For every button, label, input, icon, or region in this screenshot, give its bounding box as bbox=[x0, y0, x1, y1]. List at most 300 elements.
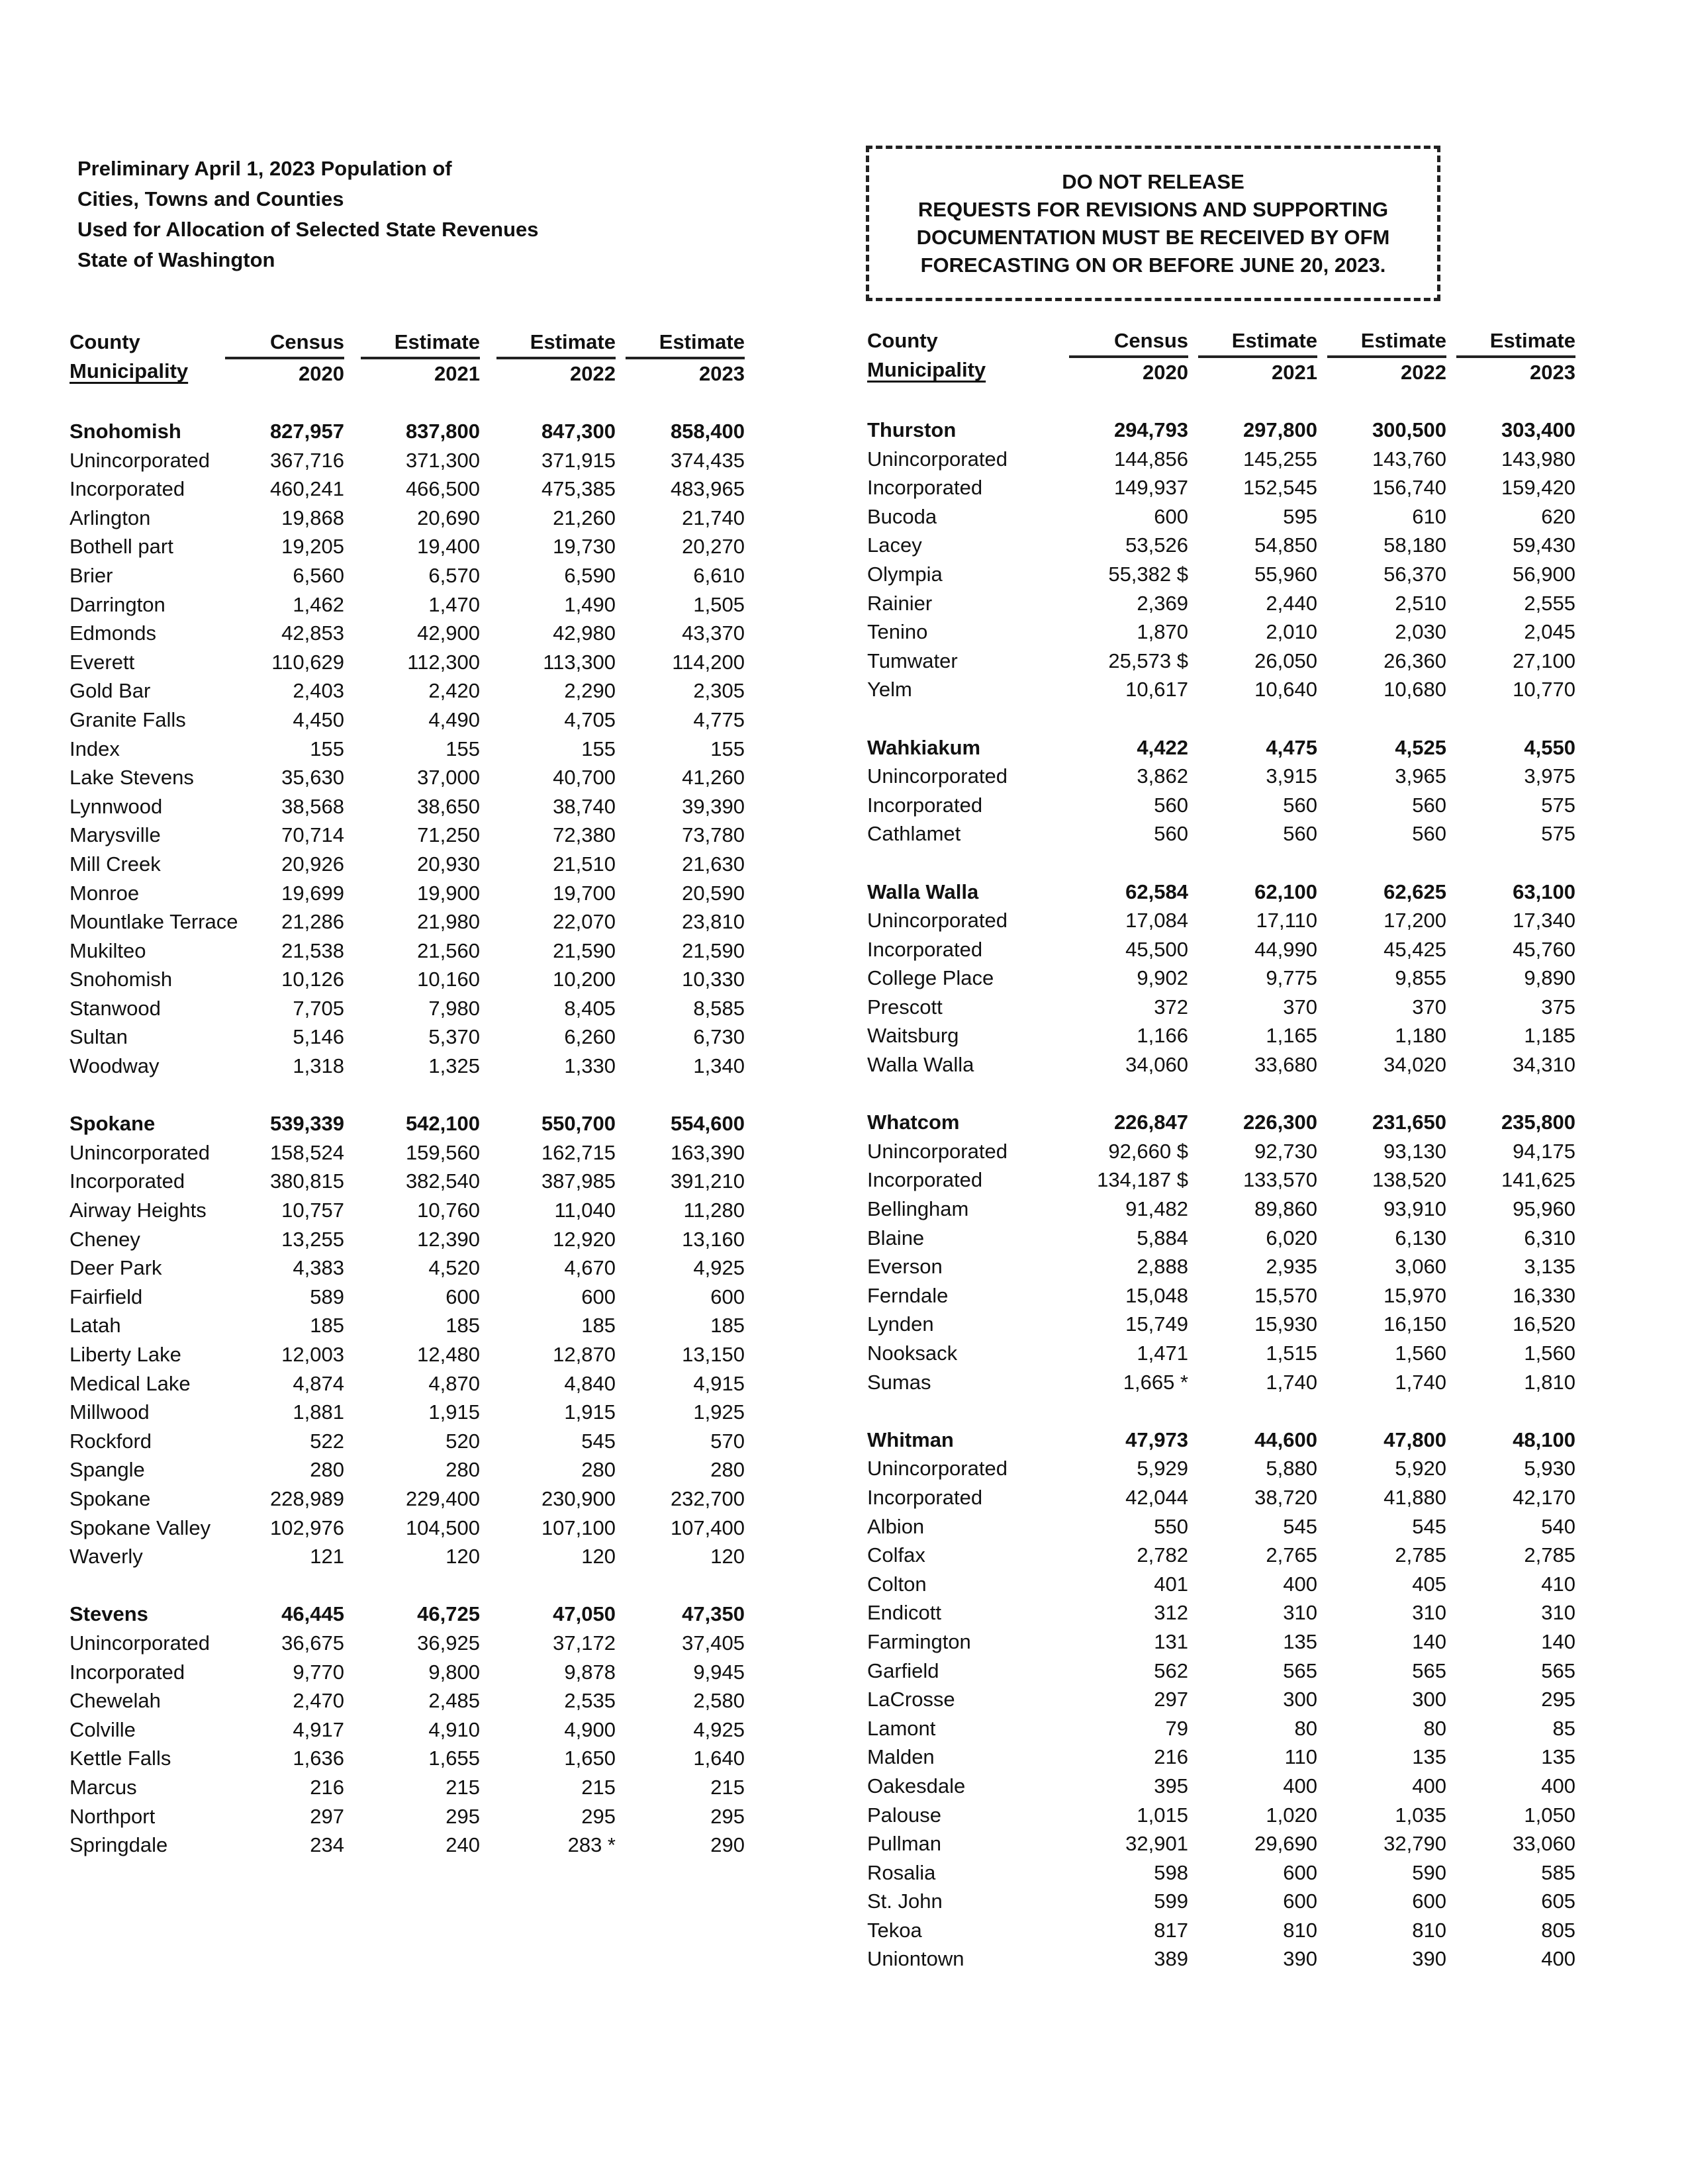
municipality-row bbox=[70, 648, 798, 677]
census-2020-value: 226,847 bbox=[1113, 1111, 1188, 1134]
municipality-name: Granite Falls bbox=[70, 707, 186, 731]
municipality-name: Tekoa bbox=[867, 1918, 922, 1942]
municipality-row bbox=[867, 1483, 1595, 1512]
municipality-row bbox=[70, 504, 798, 533]
census-2020-value: 599 bbox=[1154, 1889, 1188, 1913]
municipality-name: Rockford bbox=[70, 1429, 152, 1453]
estimate-2021-value: 9,775 bbox=[1266, 966, 1317, 990]
header-county-municipality: County Municipality bbox=[867, 329, 986, 381]
municipality-row bbox=[867, 1195, 1595, 1224]
county-spacer bbox=[867, 1396, 1595, 1426]
census-2020-value: 21,286 bbox=[281, 910, 344, 934]
census-2020-value: 79 bbox=[1165, 1716, 1188, 1740]
estimate-2022-value: 40,700 bbox=[553, 766, 616, 790]
municipality-name: Pullman bbox=[867, 1832, 941, 1856]
municipality-name: Uniontown bbox=[867, 1947, 964, 1971]
municipality-row bbox=[70, 1225, 798, 1254]
estimate-2021-value: 565 bbox=[1283, 1659, 1317, 1682]
municipality-name: Cathlamet bbox=[867, 822, 961, 846]
estimate-2021-value: 4,870 bbox=[428, 1371, 480, 1395]
estimate-2023-value: 33,060 bbox=[1513, 1832, 1575, 1856]
municipality-name: Ferndale bbox=[867, 1283, 949, 1307]
header-estimate-2022: Estimate 2022 bbox=[496, 328, 616, 388]
municipality-row bbox=[867, 762, 1595, 791]
header-county-municipality: County Municipality bbox=[70, 330, 189, 383]
census-2020-value: 20,926 bbox=[281, 852, 344, 876]
municipality-name: Waverly bbox=[70, 1545, 143, 1569]
estimate-2021-value: 62,100 bbox=[1254, 880, 1317, 903]
estimate-2022-value: 140 bbox=[1412, 1629, 1446, 1653]
estimate-2022-value: 4,705 bbox=[564, 707, 616, 731]
municipality-row bbox=[70, 1340, 798, 1369]
municipality-row bbox=[70, 994, 798, 1023]
estimate-2023-value: 215 bbox=[710, 1775, 745, 1799]
municipality-name: Malden bbox=[867, 1745, 935, 1769]
municipality-row bbox=[867, 1339, 1595, 1368]
census-2020-value: 15,749 bbox=[1125, 1312, 1188, 1336]
municipality-row bbox=[70, 475, 798, 504]
estimate-2021-value: 133,570 bbox=[1243, 1168, 1317, 1192]
municipality-name: Spangle bbox=[70, 1458, 145, 1482]
estimate-2023-value: 1,560 bbox=[1524, 1342, 1575, 1365]
municipality-row bbox=[70, 763, 798, 792]
estimate-2022-value: 5,920 bbox=[1395, 1457, 1446, 1480]
estimate-2021-value: 9,800 bbox=[428, 1660, 480, 1684]
municipality-name: Springdale bbox=[70, 1833, 168, 1857]
estimate-2021-value: 295 bbox=[445, 1804, 480, 1828]
municipality-name: Olympia bbox=[867, 562, 943, 586]
municipality-name: Mountlake Terrace bbox=[70, 910, 238, 934]
estimate-2023-value: 280 bbox=[710, 1458, 745, 1482]
estimate-2022-value: 10,680 bbox=[1383, 678, 1446, 702]
estimate-2021-value: 71,250 bbox=[417, 823, 480, 847]
municipality-name: Gold Bar bbox=[70, 679, 151, 703]
estimate-2022-value: 565 bbox=[1412, 1659, 1446, 1682]
municipality-row bbox=[70, 936, 798, 966]
estimate-2023-value: 39,390 bbox=[682, 794, 745, 818]
estimate-2021-value: 2,420 bbox=[428, 679, 480, 703]
county-spacer bbox=[70, 1081, 798, 1110]
estimate-2021-value: 19,900 bbox=[417, 881, 480, 905]
municipality-row bbox=[867, 791, 1595, 820]
estimate-2021-value: 46,725 bbox=[417, 1602, 480, 1626]
municipality-row bbox=[70, 1715, 798, 1745]
estimate-2023-value: 1,810 bbox=[1524, 1370, 1575, 1394]
estimate-2021-value: 560 bbox=[1283, 793, 1317, 817]
census-2020-value: 47,973 bbox=[1125, 1428, 1188, 1451]
census-2020-value: 149,937 bbox=[1113, 476, 1188, 500]
county-spacer bbox=[70, 1571, 798, 1600]
estimate-2023-value: 374,435 bbox=[670, 448, 745, 472]
estimate-2022-value: 58,180 bbox=[1383, 533, 1446, 557]
census-2020-value: 228,989 bbox=[269, 1486, 344, 1510]
estimate-2022-value: 400 bbox=[1412, 1774, 1446, 1797]
census-2020-value: 598 bbox=[1154, 1860, 1188, 1884]
estimate-2021-value: 400 bbox=[1283, 1774, 1317, 1797]
municipality-name: Incorporated bbox=[70, 1169, 185, 1193]
municipality-row bbox=[867, 647, 1595, 676]
estimate-2022-value: 387,985 bbox=[541, 1169, 616, 1193]
estimate-2021-value: 4,520 bbox=[428, 1256, 480, 1280]
estimate-2023-value: 232,700 bbox=[670, 1486, 745, 1510]
estimate-2022-value: 1,740 bbox=[1395, 1370, 1446, 1394]
census-2020-value: 53,526 bbox=[1125, 533, 1188, 557]
estimate-2021-value: 466,500 bbox=[405, 477, 480, 501]
municipality-name: Kettle Falls bbox=[70, 1747, 171, 1770]
estimate-2021-value: 15,570 bbox=[1254, 1283, 1317, 1307]
municipality-row bbox=[867, 560, 1595, 589]
municipality-name: Walla Walla bbox=[867, 1053, 974, 1077]
census-2020-value: 389 bbox=[1154, 1947, 1188, 1971]
county-name: Thurston bbox=[867, 418, 957, 441]
estimate-2021-value: 2,440 bbox=[1266, 591, 1317, 615]
census-2020-value: 12,003 bbox=[281, 1343, 344, 1366]
municipality-row bbox=[70, 676, 798, 705]
estimate-2021-value: 10,640 bbox=[1254, 678, 1317, 702]
estimate-2023-value: 1,340 bbox=[693, 1054, 745, 1078]
municipality-row bbox=[70, 590, 798, 619]
census-2020-value: 2,888 bbox=[1137, 1255, 1188, 1279]
census-2020-value: 4,383 bbox=[293, 1256, 344, 1280]
title-line: Cities, Towns and Counties bbox=[77, 187, 344, 210]
estimate-2022-value: 185 bbox=[581, 1314, 616, 1338]
municipality-name: Marcus bbox=[70, 1775, 137, 1799]
estimate-2021-value: 7,980 bbox=[428, 996, 480, 1020]
estimate-2022-value: 600 bbox=[1412, 1889, 1446, 1913]
municipality-name: Everson bbox=[867, 1255, 943, 1279]
municipality-name: Colton bbox=[867, 1572, 927, 1596]
estimate-2022-value: 295 bbox=[581, 1804, 616, 1828]
estimate-2022-value: 1,490 bbox=[564, 592, 616, 616]
estimate-2022-value: 32,790 bbox=[1383, 1832, 1446, 1856]
municipality-name: Lake Stevens bbox=[70, 766, 194, 790]
municipality-row bbox=[867, 906, 1595, 935]
estimate-2023-value: 48,100 bbox=[1513, 1428, 1575, 1451]
municipality-name: Lynden bbox=[867, 1312, 934, 1336]
estimate-2023-value: 290 bbox=[710, 1833, 745, 1857]
estimate-2022-value: 6,590 bbox=[564, 563, 616, 587]
census-2020-value: 3,862 bbox=[1137, 764, 1188, 788]
estimate-2021-value: 4,910 bbox=[428, 1717, 480, 1741]
municipality-name: Brier bbox=[70, 563, 113, 587]
estimate-2022-value: 138,520 bbox=[1372, 1168, 1446, 1192]
municipality-name: Nooksack bbox=[867, 1342, 958, 1365]
municipality-name: Medical Lake bbox=[70, 1371, 191, 1395]
estimate-2022-value: 135 bbox=[1412, 1745, 1446, 1769]
municipality-row bbox=[70, 1542, 798, 1571]
estimate-2023-value: 159,420 bbox=[1501, 476, 1575, 500]
estimate-2023-value: 21,590 bbox=[682, 938, 745, 962]
municipality-row bbox=[70, 821, 798, 850]
estimate-2021-value: 1,915 bbox=[428, 1400, 480, 1424]
estimate-2023-value: 1,640 bbox=[693, 1747, 745, 1770]
municipality-name: Incorporated bbox=[70, 477, 185, 501]
census-2020-value: 372 bbox=[1154, 995, 1188, 1019]
census-2020-value: 297 bbox=[310, 1804, 344, 1828]
municipality-row bbox=[867, 1224, 1595, 1253]
municipality-name: Unincorporated bbox=[867, 1139, 1008, 1163]
estimate-2021-value: 226,300 bbox=[1243, 1111, 1317, 1134]
estimate-2021-value: 560 bbox=[1283, 822, 1317, 846]
estimate-2022-value: 10,200 bbox=[553, 968, 616, 991]
municipality-name: Unincorporated bbox=[867, 447, 1008, 471]
estimate-2022-value: 47,050 bbox=[553, 1602, 616, 1626]
census-2020-value: 42,853 bbox=[281, 621, 344, 645]
estimate-2021-value: 2,010 bbox=[1266, 620, 1317, 644]
municipality-row bbox=[70, 1802, 798, 1831]
municipality-row bbox=[70, 619, 798, 648]
estimate-2022-value: 93,910 bbox=[1383, 1197, 1446, 1221]
header-estimate-2022: Estimate 2022 bbox=[1327, 326, 1446, 387]
municipality-name: LaCrosse bbox=[867, 1688, 955, 1711]
municipality-row bbox=[70, 1283, 798, 1312]
county-total-row bbox=[70, 417, 798, 446]
county-name: Whitman bbox=[867, 1428, 954, 1451]
municipality-row bbox=[70, 1427, 798, 1456]
municipality-row bbox=[867, 1137, 1595, 1166]
census-2020-value: 1,015 bbox=[1137, 1803, 1188, 1827]
estimate-2021-value: 837,800 bbox=[405, 420, 480, 443]
estimate-2021-value: 20,690 bbox=[417, 506, 480, 529]
census-2020-value: 144,856 bbox=[1113, 447, 1188, 471]
census-2020-value: 91,482 bbox=[1125, 1197, 1188, 1221]
estimate-2023-value: 56,900 bbox=[1513, 562, 1575, 586]
estimate-2023-value: 43,370 bbox=[682, 621, 745, 645]
estimate-2022-value: 41,880 bbox=[1383, 1485, 1446, 1509]
census-2020-value: 36,675 bbox=[281, 1631, 344, 1655]
estimate-2023-value: 163,390 bbox=[670, 1140, 745, 1164]
estimate-2021-value: 2,935 bbox=[1266, 1255, 1317, 1279]
header-estimate-2021: Estimate 2021 bbox=[1198, 326, 1317, 387]
estimate-2022-value: 1,650 bbox=[564, 1747, 616, 1770]
estimate-2023-value: 858,400 bbox=[670, 420, 745, 443]
municipality-row bbox=[70, 907, 798, 936]
municipality-name: Mukilteo bbox=[70, 938, 146, 962]
estimate-2023-value: 9,945 bbox=[693, 1660, 745, 1684]
census-2020-value: 10,126 bbox=[281, 968, 344, 991]
estimate-2022-value: 15,970 bbox=[1383, 1283, 1446, 1307]
estimate-2023-value: 47,350 bbox=[682, 1602, 745, 1626]
census-2020-value: 4,450 bbox=[293, 707, 344, 731]
municipality-name: Woodway bbox=[70, 1054, 160, 1078]
municipality-name: Spokane Valley bbox=[70, 1516, 211, 1539]
census-2020-value: 15,048 bbox=[1125, 1283, 1188, 1307]
estimate-2023-value: 23,810 bbox=[682, 910, 745, 934]
estimate-2022-value: 300 bbox=[1412, 1688, 1446, 1711]
municipality-name: Incorporated bbox=[867, 476, 983, 500]
census-2020-value: 550 bbox=[1154, 1514, 1188, 1538]
estimate-2021-value: 297,800 bbox=[1243, 418, 1317, 441]
census-2020-value: 5,146 bbox=[293, 1025, 344, 1049]
municipality-row bbox=[867, 935, 1595, 964]
municipality-row bbox=[70, 532, 798, 561]
census-2020-value: 4,422 bbox=[1137, 735, 1188, 759]
municipality-row bbox=[70, 1686, 798, 1715]
estimate-2021-value: 152,545 bbox=[1243, 476, 1317, 500]
municipality-row bbox=[867, 1281, 1595, 1310]
estimate-2023-value: 310 bbox=[1541, 1601, 1575, 1625]
estimate-2022-value: 280 bbox=[581, 1458, 616, 1482]
municipality-name: Tenino bbox=[867, 620, 928, 644]
estimate-2022-value: 215 bbox=[581, 1775, 616, 1799]
municipality-name: Spokane bbox=[70, 1486, 151, 1510]
estimate-2023-value: 5,930 bbox=[1524, 1457, 1575, 1480]
estimate-2022-value: 12,920 bbox=[553, 1227, 616, 1251]
estimate-2022-value: 2,535 bbox=[564, 1689, 616, 1713]
county-spacer bbox=[867, 848, 1595, 878]
municipality-row bbox=[70, 850, 798, 879]
right-column bbox=[867, 326, 1595, 1974]
census-2020-value: 1,870 bbox=[1137, 620, 1188, 644]
census-2020-value: 1,166 bbox=[1137, 1024, 1188, 1048]
census-2020-value: 2,782 bbox=[1137, 1543, 1188, 1567]
estimate-2022-value: 4,670 bbox=[564, 1256, 616, 1280]
census-2020-value: 92,660 $ bbox=[1108, 1139, 1188, 1163]
estimate-2022-value: 230,900 bbox=[541, 1486, 616, 1510]
census-2020-value: 294,793 bbox=[1113, 418, 1188, 441]
municipality-name: Fairfield bbox=[70, 1285, 143, 1308]
estimate-2021-value: 382,540 bbox=[405, 1169, 480, 1193]
estimate-2022-value: 475,385 bbox=[541, 477, 616, 501]
estimate-2023-value: 135 bbox=[1541, 1745, 1575, 1769]
municipality-row bbox=[867, 819, 1595, 848]
estimate-2021-value: 38,720 bbox=[1254, 1485, 1317, 1509]
estimate-2022-value: 550,700 bbox=[541, 1112, 616, 1136]
estimate-2022-value: 17,200 bbox=[1383, 909, 1446, 933]
estimate-2021-value: 42,900 bbox=[417, 621, 480, 645]
estimate-2023-value: 1,050 bbox=[1524, 1803, 1575, 1827]
municipality-name: College Place bbox=[867, 966, 994, 990]
notice-line: REQUESTS FOR REVISIONS AND SUPPORTING bbox=[917, 197, 1389, 221]
estimate-2023-value: 605 bbox=[1541, 1889, 1575, 1913]
left-table-body bbox=[70, 417, 798, 1860]
municipality-row bbox=[867, 1050, 1595, 1079]
estimate-2023-value: 620 bbox=[1541, 504, 1575, 528]
municipality-name: Marysville bbox=[70, 823, 161, 847]
municipality-row bbox=[70, 1629, 798, 1658]
municipality-name: Liberty Lake bbox=[70, 1343, 181, 1366]
municipality-row bbox=[867, 617, 1595, 647]
census-2020-value: 55,382 $ bbox=[1108, 562, 1188, 586]
right-table-body bbox=[867, 416, 1595, 1974]
census-2020-value: 1,462 bbox=[293, 592, 344, 616]
estimate-2022-value: 405 bbox=[1412, 1572, 1446, 1596]
estimate-2022-value: 370 bbox=[1412, 995, 1446, 1019]
estimate-2021-value: 10,760 bbox=[417, 1199, 480, 1222]
municipality-name: Millwood bbox=[70, 1400, 150, 1424]
census-2020-value: 19,205 bbox=[281, 535, 344, 559]
estimate-2022-value: 545 bbox=[1412, 1514, 1446, 1538]
census-2020-value: 560 bbox=[1154, 793, 1188, 817]
estimate-2022-value: 4,525 bbox=[1395, 735, 1446, 759]
municipality-name: Mill Creek bbox=[70, 852, 161, 876]
estimate-2022-value: 120 bbox=[581, 1545, 616, 1569]
municipality-name: Rainier bbox=[867, 591, 933, 615]
estimate-2021-value: 44,600 bbox=[1254, 1428, 1317, 1451]
estimate-2023-value: 565 bbox=[1541, 1659, 1575, 1682]
estimate-2022-value: 300,500 bbox=[1372, 418, 1446, 441]
estimate-2023-value: 94,175 bbox=[1513, 1139, 1575, 1163]
county-name: Walla Walla bbox=[867, 880, 979, 903]
estimate-2022-value: 19,700 bbox=[553, 881, 616, 905]
municipality-row bbox=[867, 675, 1595, 704]
municipality-name: Blaine bbox=[867, 1226, 925, 1250]
estimate-2023-value: 540 bbox=[1541, 1514, 1575, 1538]
municipality-name: Stanwood bbox=[70, 996, 161, 1020]
estimate-2023-value: 17,340 bbox=[1513, 909, 1575, 933]
estimate-2021-value: 10,160 bbox=[417, 968, 480, 991]
municipality-row bbox=[867, 1310, 1595, 1339]
municipality-row bbox=[70, 1052, 798, 1081]
census-2020-value: 4,917 bbox=[293, 1717, 344, 1741]
estimate-2023-value: 95,960 bbox=[1513, 1197, 1575, 1221]
municipality-row bbox=[70, 1514, 798, 1543]
estimate-2021-value: 135 bbox=[1283, 1629, 1317, 1653]
county-name: Snohomish bbox=[70, 420, 181, 443]
header-census-2020: Census 2020 bbox=[1069, 326, 1188, 387]
municipality-row bbox=[867, 531, 1595, 560]
estimate-2021-value: 20,930 bbox=[417, 852, 480, 876]
estimate-2022-value: 3,965 bbox=[1395, 764, 1446, 788]
municipality-row bbox=[70, 1484, 798, 1514]
municipality-name: Northport bbox=[70, 1804, 156, 1828]
estimate-2022-value: 1,330 bbox=[564, 1054, 616, 1078]
municipality-name: Oakesdale bbox=[867, 1774, 966, 1797]
census-2020-value: 312 bbox=[1154, 1601, 1188, 1625]
estimate-2022-value: 162,715 bbox=[541, 1140, 616, 1164]
census-2020-value: 367,716 bbox=[269, 448, 344, 472]
estimate-2023-value: 9,890 bbox=[1524, 966, 1575, 990]
census-2020-value: 121 bbox=[310, 1545, 344, 1569]
estimate-2021-value: 1,515 bbox=[1266, 1342, 1317, 1365]
municipality-row bbox=[70, 735, 798, 764]
document-title bbox=[77, 154, 539, 275]
municipality-row bbox=[70, 1023, 798, 1052]
census-2020-value: 7,705 bbox=[293, 996, 344, 1020]
estimate-2021-value: 12,390 bbox=[417, 1227, 480, 1251]
county-name: Stevens bbox=[70, 1602, 148, 1626]
census-2020-value: 2,403 bbox=[293, 679, 344, 703]
estimate-2022-value: 283 * bbox=[567, 1833, 616, 1857]
title-line: Preliminary April 1, 2023 Population of bbox=[77, 157, 452, 180]
estimate-2021-value: 4,490 bbox=[428, 707, 480, 731]
estimate-2023-value: 570 bbox=[710, 1429, 745, 1453]
municipality-row bbox=[867, 1368, 1595, 1397]
estimate-2022-value: 600 bbox=[581, 1285, 616, 1308]
estimate-2023-value: 554,600 bbox=[670, 1112, 745, 1136]
census-2020-value: 2,470 bbox=[293, 1689, 344, 1713]
municipality-name: Index bbox=[70, 737, 120, 760]
estimate-2023-value: 20,270 bbox=[682, 535, 745, 559]
estimate-2021-value: 21,980 bbox=[417, 910, 480, 934]
municipality-row bbox=[867, 1252, 1595, 1281]
municipality-row bbox=[867, 1657, 1595, 1686]
estimate-2021-value: 15,930 bbox=[1254, 1312, 1317, 1336]
municipality-name: Sumas bbox=[867, 1370, 931, 1394]
estimate-2021-value: 310 bbox=[1283, 1601, 1317, 1625]
census-2020-value: 5,884 bbox=[1137, 1226, 1188, 1250]
municipality-name: Incorporated bbox=[867, 793, 983, 817]
municipality-name: Unincorporated bbox=[70, 1140, 210, 1164]
census-2020-value: 4,874 bbox=[293, 1371, 344, 1395]
municipality-name: Monroe bbox=[70, 881, 140, 905]
census-2020-value: 817 bbox=[1154, 1918, 1188, 1942]
estimate-2022-value: 26,360 bbox=[1383, 649, 1446, 672]
census-2020-value: 10,757 bbox=[281, 1199, 344, 1222]
estimate-2023-value: 13,160 bbox=[682, 1227, 745, 1251]
estimate-2021-value: 520 bbox=[445, 1429, 480, 1453]
estimate-2023-value: 37,405 bbox=[682, 1631, 745, 1655]
